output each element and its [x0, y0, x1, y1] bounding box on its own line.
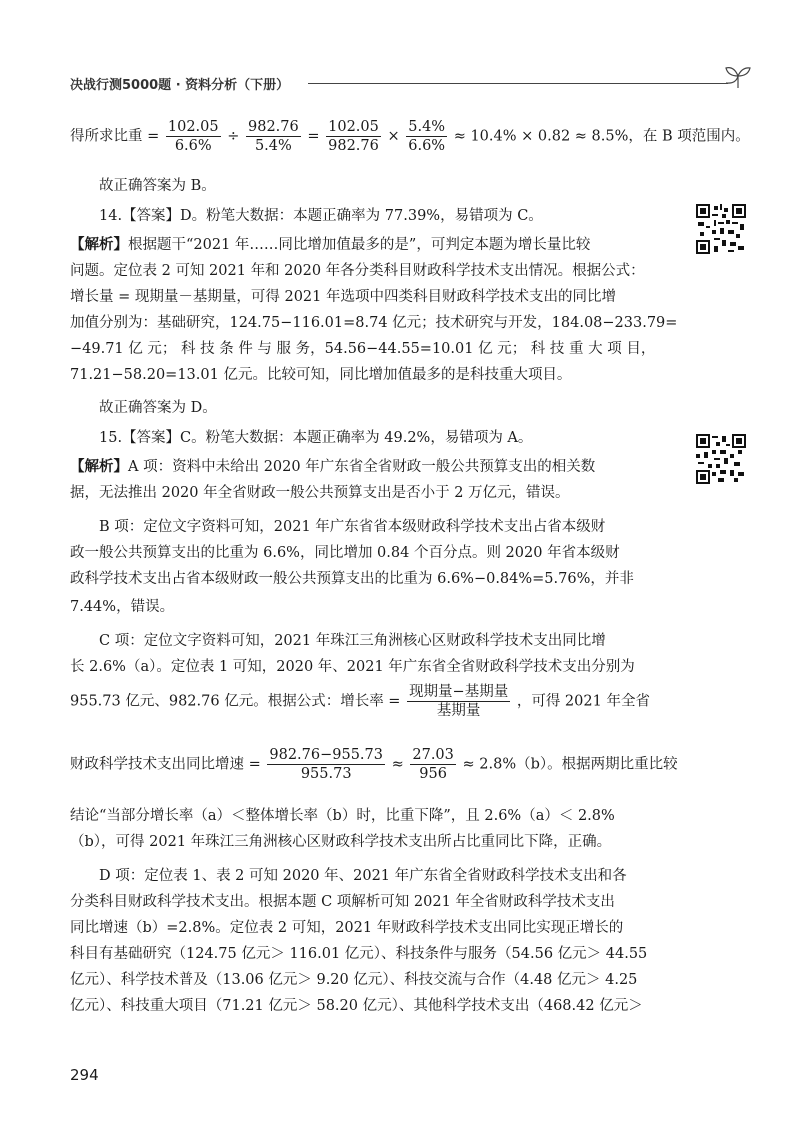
page-header — [70, 68, 740, 98]
q15-d-line: 亿元）、科技重大项目（71.21 亿元＞ 58.20 亿元）、其他科学技术支出（468.42 亿元＞ — [70, 998, 643, 1014]
q15-c-line: C 项：定位文字资料可知，2021 年珠江三角洲核心区财政科学技术支出同比增 — [99, 633, 606, 649]
q15-answer-head: 15.【答案】C。粉笔大数据：本题正确率为 49.2%，易错项为 A。 — [99, 430, 533, 446]
qr-code-icon[interactable] — [696, 204, 746, 254]
q15-a-line: 据，无法推出 2020 年全省财政一般公共预算支出是否小于 2 万亿元，错误。 — [70, 485, 570, 501]
q14-answer: 故正确答案为 D。 — [99, 400, 217, 416]
q14-analysis-line: 问题。定位表 2 可知 2021 年和 2020 年各分类科目财政科学技术支出情况。根据公式： — [70, 263, 645, 279]
q14-analysis-line: 71.21−58.20=13.01 亿元。比较可知，同比增加值最多的是科技重大项目。 — [70, 367, 572, 383]
fraction: $\frac{102.05}{982.76}$ — [328, 119, 379, 154]
q15-c-growth-formula: 955.73 亿元、982.76 亿元。根据公式：增长率 = $\frac{\text{现期量−基期量}}{\text{基期量}}$ ，可得 2021 年全省 — [70, 684, 650, 719]
q15-b-line: 政科学技术支出占省本级财政一般公共预算支出的比重为 6.6%−0.84%=5.76%，并非 — [70, 571, 634, 587]
q15-d-line: 亿元）、科学技术普及（13.06 亿元＞ 9.20 亿元）、科技交流与合作（4.48 亿元＞ 4.25 — [70, 972, 638, 988]
sprout-icon — [722, 62, 752, 92]
q15-b-line: 政一般公共预算支出的比重为 6.6%，同比增加 0.84 个百分点。则 2020 年省本级财 — [70, 545, 620, 561]
q13-answer: 故正确答案为 B。 — [99, 178, 216, 194]
q13-formula: 得所求比重 = $\frac{102.05}{6.6\%}$ ÷ $\frac{982.76}{5.4\%}$ = $\frac{102.05}{982.76}$ × $\frac{5.4\%}{6.6\%}$ ≈ 10.4% × 0.82 ≈ 8.5%，在 B 项范围内。 — [70, 119, 750, 154]
q15-c-line: 长 2.6%（a）。定位表 1 可知，2020 年、2021 年广东省全省财政科学技术支出分别为 — [70, 659, 635, 675]
q14-analysis-line: 【解析】根据题干“2021 年……同比增加值最多的是”，可判定本题为增长量比较 — [70, 236, 591, 253]
fraction: $\frac{5.4\%}{6.6\%}$ — [408, 119, 446, 154]
book-title: 决战行测5000题 · 资料分析（下册） — [70, 78, 290, 93]
q15-d-line: 科目有基础研究（124.75 亿元＞ 116.01 亿元）、科技条件与服务（54.56 亿元＞ 44.55 — [70, 946, 648, 962]
fraction: $\frac{27.03}{956}$ — [412, 747, 454, 782]
q15-b-line: 7.44%，错误。 — [70, 599, 175, 615]
header-rule — [308, 83, 728, 84]
fraction: $\frac{\text{现期量−基期量}}{\text{基期量}}$ — [409, 684, 509, 719]
q15-c-speed-formula: 财政科学技术支出同比增速 = $\frac{982.76-955.73}{955.73}$ ≈ $\frac{27.03}{956}$ ≈ 2.8%（b）。根据两期比重比较 — [70, 747, 678, 782]
formula-prefix: 得所求比重 = — [70, 128, 160, 145]
q15-c-line: （b），可得 2021 年珠江三角洲核心区财政科学技术支出所占比重同比下降，正确。 — [70, 834, 612, 850]
qr-code-icon[interactable] — [696, 434, 746, 484]
q14-answer-head: 14.【答案】D。粉笔大数据：本题正确率为 77.39%，易错项为 C。 — [99, 208, 543, 224]
fraction: $\frac{982.76}{5.4\%}$ — [248, 119, 299, 154]
q15-a-line: 【解析】A 项：资料中未给出 2020 年广东省全省财政一般公共预算支出的相关数 — [70, 458, 596, 475]
page-number: 294 — [70, 1066, 99, 1084]
q14-analysis-line: 增长量 = 现期量－基期量，可得 2021 年选项中四类科目财政科学技术支出的同比增 — [70, 289, 616, 305]
q14-analysis-line: −49.71 亿 元； 科 技 条 件 与 服 务，54.56−44.55=10.01 亿 元； 科 技 重 大 项 目， — [70, 341, 656, 357]
q15-c-line: 结论“当部分增长率（a）＜整体增长率（b）时，比重下降”，且 2.6%（a）＜ 2.8% — [70, 808, 615, 824]
formula-result: ≈ 10.4% × 0.82 ≈ 8.5%，在 B 项范围内。 — [453, 128, 750, 145]
fraction: $\frac{982.76-955.73}{955.73}$ — [269, 747, 383, 782]
fraction: $\frac{102.05}{6.6\%}$ — [167, 119, 219, 154]
q14-analysis-line: 加值分别为：基础研究，124.75−116.01=8.74 亿元；技术研究与开发，184.08−233.79= — [70, 315, 678, 331]
q15-d-line: 分类科目财政科学技术支出。根据本题 C 项解析可知 2021 年全省财政科学技术支出 — [70, 894, 615, 910]
q15-d-line: 同比增速（b）=2.8%。定位表 2 可知，2021 年财政科学技术支出同比实现正增长的 — [70, 920, 624, 936]
q15-b-line: B 项：定位文字资料可知，2021 年广东省省本级财政科学技术支出占省本级财 — [99, 519, 606, 535]
q15-d-line: D 项：定位表 1、表 2 可知 2020 年、2021 年广东省全省财政科学技术支出和各 — [99, 868, 627, 884]
